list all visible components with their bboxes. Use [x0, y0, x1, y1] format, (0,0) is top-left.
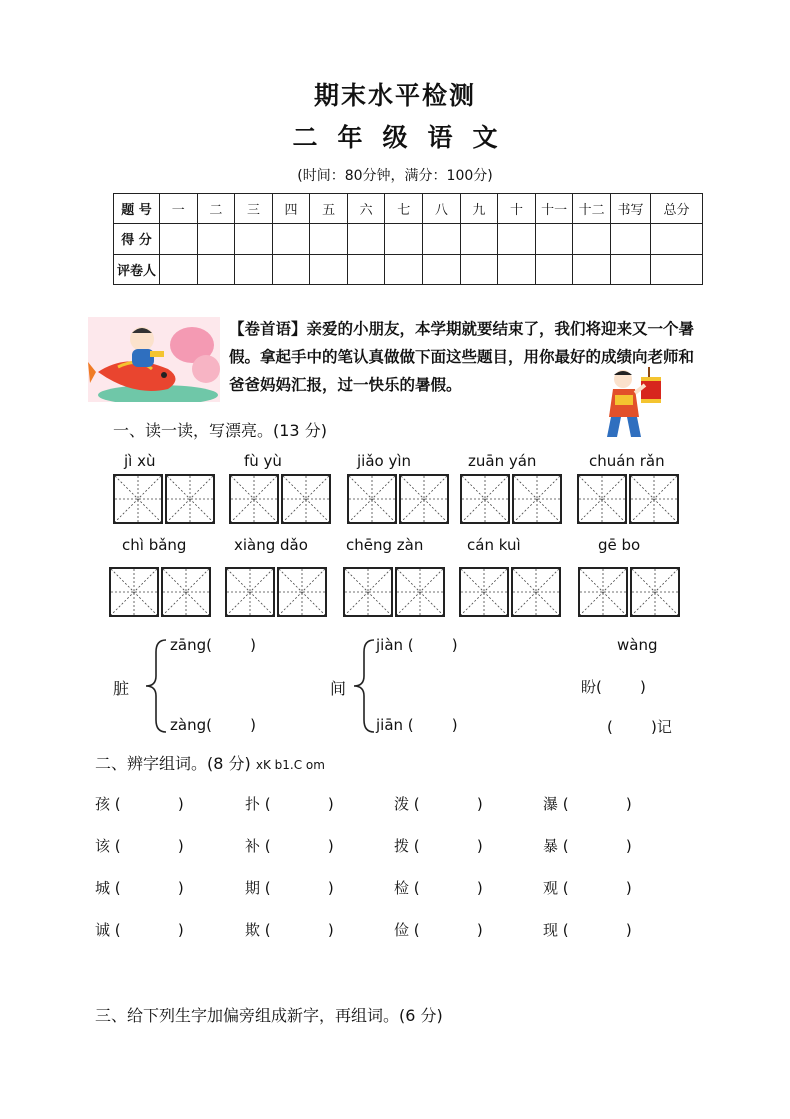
tian-cell[interactable] [229, 474, 279, 524]
score-header-cell: 三 [235, 194, 273, 224]
writing-grid[interactable] [347, 474, 443, 522]
subtitle-char: 二 [292, 123, 318, 152]
score-header-cell: 题 号 [114, 194, 160, 224]
score-header-cell: 总分 [651, 194, 703, 224]
tian-cell[interactable] [161, 567, 211, 617]
brace-icon [144, 638, 168, 734]
grader-cell[interactable] [197, 254, 235, 284]
grader-cell[interactable] [573, 254, 611, 284]
word-group-item[interactable]: 诚 ( ) [95, 921, 184, 939]
tian-cell[interactable] [459, 567, 509, 617]
score-header-cell: 六 [347, 194, 385, 224]
brace-icon [352, 638, 376, 734]
writing-grid[interactable] [225, 567, 321, 615]
word-group-item[interactable]: 泼 ( ) [394, 795, 483, 813]
score-cell[interactable] [160, 224, 198, 254]
score-header-cell: 十二 [573, 194, 611, 224]
pinyin-label: jiǎo yìn [357, 452, 412, 470]
tian-grid-guides [349, 476, 395, 522]
tian-grid-guides [283, 476, 329, 522]
tian-grid-guides [163, 569, 209, 615]
polyphonic-blank[interactable]: jiān ( ) [376, 716, 458, 734]
page-title: 期末水平检测 [313, 81, 476, 110]
word-group-item[interactable]: 观 ( ) [543, 879, 632, 897]
tian-cell[interactable] [399, 474, 449, 524]
word-group-item[interactable]: 拨 ( ) [394, 837, 483, 855]
writing-grid[interactable] [577, 474, 673, 522]
intro-text: 亲爱的小朋友，本学期就要结束了，我们将迎来又一个暑假。拿起手中的笔认真做做下面这些题目，用你最好的成绩向老师和爸爸妈妈汇报，过一快乐的暑假。 [229, 320, 695, 394]
pinyin-label: chuán rǎn [589, 452, 665, 470]
grader-cell[interactable] [385, 254, 423, 284]
tian-grid-guides [579, 476, 625, 522]
tian-grid-guides [111, 569, 157, 615]
grader-cell[interactable] [235, 254, 273, 284]
pinyin-label: chì bǎng [122, 536, 187, 554]
tian-cell[interactable] [460, 474, 510, 524]
tian-cell[interactable] [225, 567, 275, 617]
polyphonic-char: 间 [330, 679, 347, 698]
page-subtitle [0, 118, 790, 154]
score-cell[interactable] [460, 224, 498, 254]
writing-grid[interactable] [343, 567, 439, 615]
writing-grid[interactable] [109, 567, 205, 615]
tian-cell[interactable] [395, 567, 445, 617]
grader-cell[interactable] [310, 254, 348, 284]
score-cell[interactable] [611, 224, 651, 254]
tian-grid-guides [115, 476, 161, 522]
subtitle-char: 语 [427, 123, 453, 152]
writing-grid[interactable] [229, 474, 325, 522]
tian-grid-guides [632, 569, 678, 615]
polyphonic-blank[interactable]: ( )记 [607, 718, 672, 736]
tian-cell[interactable] [629, 474, 679, 524]
grader-row [114, 254, 703, 284]
tian-cell[interactable] [281, 474, 331, 524]
score-cell[interactable] [423, 224, 461, 254]
polyphonic-char: 脏 [113, 679, 130, 698]
score-header-cell: 八 [423, 194, 461, 224]
pinyin-label: gē bo [598, 536, 641, 554]
section-1-title: 一、读一读，写漂亮。(13 分) [113, 421, 327, 440]
tian-cell[interactable] [347, 474, 397, 524]
score-cell[interactable] [235, 224, 273, 254]
grader-row-label: 评卷人 [114, 254, 160, 284]
subtitle-char: 年 [337, 123, 363, 152]
score-cell[interactable] [573, 224, 611, 254]
score-header-cell: 书写 [611, 194, 651, 224]
writing-grid[interactable] [113, 474, 209, 522]
child-with-lantern-illustration [605, 365, 667, 440]
tian-grid-guides [631, 476, 677, 522]
writing-grid[interactable] [460, 474, 556, 522]
word-group-item[interactable]: 城 ( ) [95, 879, 184, 897]
word-group-item[interactable]: 扑 ( ) [245, 795, 334, 813]
pinyin-label: zuān yán [468, 452, 537, 470]
intro-lead: 【卷首语】 [229, 320, 307, 338]
score-cell[interactable] [535, 224, 573, 254]
tian-grid-guides [345, 569, 391, 615]
polyphonic-blank[interactable]: jiàn ( ) [376, 636, 458, 654]
tian-cell[interactable] [277, 567, 327, 617]
subtitle-char: 级 [382, 123, 408, 152]
score-header-cell: 五 [310, 194, 348, 224]
grader-cell[interactable] [611, 254, 651, 284]
score-cell[interactable] [310, 224, 348, 254]
tian-grid-guides [580, 569, 626, 615]
word-group-item[interactable]: 该 ( ) [95, 837, 184, 855]
grader-cell[interactable] [651, 254, 703, 284]
tian-grid-guides [397, 569, 443, 615]
word-group-item[interactable]: 欺 ( ) [245, 921, 334, 939]
score-header-cell: 四 [272, 194, 310, 224]
score-cell[interactable] [651, 224, 703, 254]
child-riding-fish-illustration [88, 317, 220, 402]
score-cell[interactable] [272, 224, 310, 254]
tian-grid-guides [167, 476, 213, 522]
score-header-cell: 二 [197, 194, 235, 224]
writing-grid[interactable] [459, 567, 555, 615]
score-header-cell: 一 [160, 194, 198, 224]
score-row-label: 得 分 [114, 224, 160, 254]
watermark-note: xK b1.C om [255, 758, 325, 772]
tian-grid-guides [514, 476, 560, 522]
score-table [113, 193, 703, 285]
section-2-title [95, 751, 325, 774]
tian-grid-guides [462, 476, 508, 522]
tian-grid-guides [461, 569, 507, 615]
word-group-item[interactable]: 暴 ( ) [543, 837, 632, 855]
tian-cell[interactable] [578, 567, 628, 617]
section-2-heading: 二、辨字组词。(8 分) [95, 754, 251, 773]
pinyin-label: fù yù [244, 452, 282, 470]
tian-cell[interactable] [630, 567, 680, 617]
tian-cell[interactable] [109, 567, 159, 617]
pinyin-label: cán kuì [467, 536, 521, 554]
tian-cell[interactable] [512, 474, 562, 524]
tian-grid-guides [279, 569, 325, 615]
tian-cell[interactable] [343, 567, 393, 617]
grader-cell[interactable] [423, 254, 461, 284]
word-group-item[interactable]: 补 ( ) [245, 837, 334, 855]
word-group-item[interactable]: 俭 ( ) [394, 921, 483, 939]
subtitle-char: 文 [472, 123, 498, 152]
score-header-cell: 十一 [535, 194, 573, 224]
pinyin-label: wàng [617, 636, 658, 654]
time-info: (时间：80分钟，满分：100分) [297, 168, 493, 184]
grader-cell[interactable] [535, 254, 573, 284]
score-cell[interactable] [498, 224, 536, 254]
grader-cell[interactable] [160, 254, 198, 284]
tian-cell[interactable] [511, 567, 561, 617]
tian-grid-guides [513, 569, 559, 615]
word-group-item[interactable]: 瀑 ( ) [543, 795, 632, 813]
grader-cell[interactable] [272, 254, 310, 284]
pinyin-label: jì xù [124, 452, 156, 470]
score-header-cell: 十 [498, 194, 536, 224]
grader-cell[interactable] [347, 254, 385, 284]
word-group-item[interactable]: 检 ( ) [394, 879, 483, 897]
score-header-cell: 九 [460, 194, 498, 224]
tian-grid-guides [231, 476, 277, 522]
grader-cell[interactable] [460, 254, 498, 284]
tian-cell[interactable] [165, 474, 215, 524]
score-cell[interactable] [347, 224, 385, 254]
word-group-item[interactable]: 孩 ( ) [95, 795, 184, 813]
tian-grid-guides [227, 569, 273, 615]
pinyin-label: chēng zàn [346, 536, 424, 554]
score-cell[interactable] [385, 224, 423, 254]
tian-grid-guides [401, 476, 447, 522]
pinyin-label: xiàng dǎo [234, 536, 308, 554]
section-3-title: 三、给下列生字加偏旁组成新字，再组词。(6 分) [95, 1006, 443, 1025]
polyphonic-blank[interactable]: zāng( ) [170, 636, 256, 654]
score-cell[interactable] [197, 224, 235, 254]
score-table-header-row [114, 194, 703, 224]
polyphonic-blank[interactable]: zàng( ) [170, 716, 256, 734]
tian-cell[interactable] [113, 474, 163, 524]
writing-grid[interactable] [578, 567, 674, 615]
grader-cell[interactable] [498, 254, 536, 284]
word-group-item[interactable]: 现 ( ) [543, 921, 632, 939]
polyphonic-blank[interactable]: 盼( ) [581, 678, 646, 696]
tian-cell[interactable] [577, 474, 627, 524]
score-row [114, 224, 703, 254]
score-header-cell: 七 [385, 194, 423, 224]
word-group-item[interactable]: 期 ( ) [245, 879, 334, 897]
